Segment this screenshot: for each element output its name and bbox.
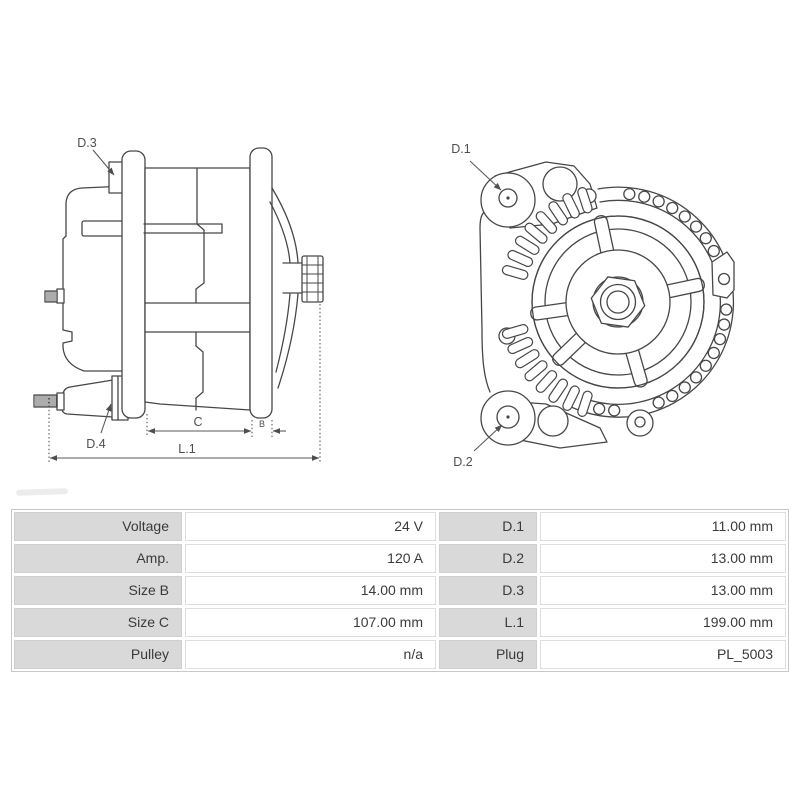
spec-value: 13.00 mm (540, 544, 786, 573)
spec-value: 199.00 mm (540, 608, 786, 637)
spec-label: L.1 (439, 608, 537, 637)
terminal-stud-collar (57, 289, 64, 303)
rear-housing-outline (63, 186, 127, 371)
label-c: C (193, 415, 203, 429)
spec-label: Amp. (14, 544, 182, 573)
spec-table (11, 509, 789, 672)
side-view (34, 148, 323, 420)
spec-value: 14.00 mm (185, 576, 436, 605)
spec-label: D.2 (439, 544, 537, 573)
label-d2: D.2 (453, 455, 473, 469)
spec-value: n/a (185, 640, 436, 669)
spec-value: 120 A (185, 544, 436, 573)
bottom-lug-hole-center (506, 415, 509, 418)
label-b: B (258, 419, 266, 429)
spec-value: 13.00 mm (540, 576, 786, 605)
label-d1: D.1 (451, 142, 471, 156)
label-d3: D.3 (77, 136, 97, 150)
label-l1: L.1 (178, 442, 196, 456)
spec-label: D.3 (439, 576, 537, 605)
bottom-boss2 (538, 406, 568, 436)
spec-label: Plug (439, 640, 537, 669)
bracket-left-edge (480, 207, 494, 392)
lower-stud-collar (57, 393, 64, 410)
front-bracket-arm (250, 148, 272, 418)
spec-label: Size C (14, 608, 182, 637)
spec-label: D.1 (439, 512, 537, 541)
front-view (480, 162, 734, 448)
spec-value: 24 V (185, 512, 436, 541)
spec-value: 11.00 mm (540, 512, 786, 541)
upper-ear (109, 162, 123, 193)
shaft-bore (607, 291, 629, 313)
spec-label: Size B (14, 576, 182, 605)
top-lug-hole-center (506, 196, 509, 199)
right-lug-hole (719, 274, 730, 285)
spec-label: Pulley (14, 640, 182, 669)
front-housing-bulge (270, 188, 298, 388)
rear-bracket-arm (122, 151, 145, 418)
front-view-labels (451, 142, 473, 469)
lower-lug (62, 380, 113, 417)
pulley-side (302, 256, 323, 302)
spec-label: Voltage (14, 512, 182, 541)
spec-value: PL_5003 (540, 640, 786, 669)
bottom-boss-hole (635, 417, 645, 427)
shaft-lines (283, 263, 302, 293)
spec-value: 107.00 mm (185, 608, 436, 637)
label-d4: D.4 (86, 437, 106, 451)
